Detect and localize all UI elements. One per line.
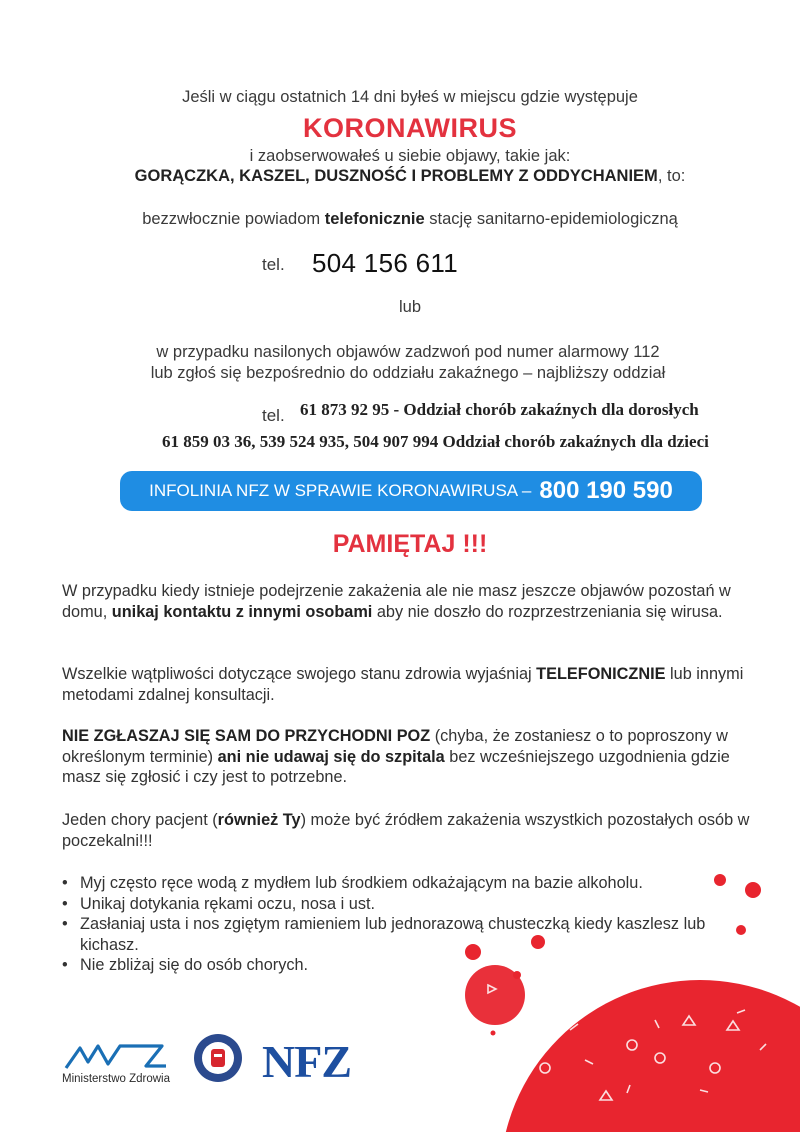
ministerstwo-zdrowia-logo <box>62 1036 182 1096</box>
para2-text-c: lub innymi metodami zdalnej konsultacji. <box>62 665 744 704</box>
observed-text: i zaobserwowałeś u siebie objawy, takie jak: <box>249 147 571 165</box>
nfz-logo: NFZ <box>262 1036 351 1087</box>
intro-text: Jeśli w ciągu ostatnich 14 dni byłeś w miejscu gdzie występuje <box>182 88 638 106</box>
nfz-hotline-banner <box>120 471 702 511</box>
tel-label-adult: tel. <box>262 406 285 425</box>
para4-bold: również Ty <box>217 811 301 829</box>
para4-text-a: Jeden chory pacjent ( <box>62 811 218 829</box>
notify-bold: telefonicznie <box>324 210 425 228</box>
sanepid-seal-icon <box>192 1032 244 1084</box>
symptoms-line <box>0 167 800 186</box>
notify-before: bezzwłocznie powiadom <box>142 210 325 228</box>
hygiene-bullet-list <box>62 873 742 976</box>
list-item: • Nie zbliżaj się do osób chorych. <box>62 955 742 976</box>
list-item: • Unikaj dotykania rękami oczu, nosa i ust. <box>62 894 742 915</box>
tel-label: tel. <box>262 255 285 274</box>
symptoms-suffix: , to: <box>657 167 686 185</box>
para3-text-d: bez wcześniejszego uzgodnienia gdzie masz się zgłosić i czy jest to potrzebne. <box>62 747 730 786</box>
notify-after: stację sanitarno-epidemiologiczną <box>424 210 678 228</box>
sanepid-phone-number: 504 156 611 <box>312 248 458 278</box>
para2-text-a: Wszelkie wątpliwości dotyczące swojego stanu zdrowia wyjaśniaj <box>62 665 537 683</box>
list-item: • Myj często ręce wodą z mydłem lub środkiem odkażającym na bazie alkoholu. <box>62 873 742 894</box>
remember-heading: PAMIĘTAJ !!! <box>332 530 488 558</box>
infectious-ward-text: lub zgłoś się bezpośrednio do oddziału zakaźnego – najbliższy oddział <box>150 364 666 382</box>
paragraph-one-patient <box>62 810 762 851</box>
para4-text-c: ) może być źródłem zakażenia wszystkich pozostałych osób w poczekalni!!! <box>62 811 750 850</box>
para1-bold: unikaj kontaktu z innymi osobami <box>111 602 373 621</box>
symptoms-list: GORĄCZKA, KASZEL, DUSZNOŚĆ I PROBLEMY Z ODDYCHANIEM <box>134 167 658 185</box>
or-text: lub <box>398 298 422 316</box>
hotline-text: INFOLINIA NFZ W SPRAWIE KORONAWIRUSA – <box>149 481 532 500</box>
para3-bold-a: NIE ZGŁASZAJ SIĘ SAM DO PRZYCHODNI POZ <box>62 727 431 745</box>
para1-text-c: aby nie doszło do rozprzestrzeniania się wirusa. <box>372 602 723 621</box>
para3-text-b: (chyba, że zostaniesz o to poproszony w określonym terminie) <box>62 727 728 766</box>
severe-symptoms-text: w przypadku nasilonych objawów zadzwoń pod numer alarmowy 112 <box>156 343 660 361</box>
para1-text-a: W przypadku kiedy istnieje podejrzenie zakażenia ale nie masz jeszcze objawów pozostań w domu, <box>62 582 731 621</box>
paragraph-phone-consult <box>62 664 762 705</box>
paragraph-no-clinic <box>62 726 762 788</box>
mz-label: Ministerstwo Zdrowia <box>62 1073 170 1085</box>
notify-text <box>0 210 800 229</box>
para3-bold-c: ani nie udawaj się do szpitala <box>217 747 445 766</box>
hotline-number: 800 190 590 <box>539 477 673 504</box>
list-item: • Zasłaniaj usta i nos zgiętym ramieniem lub jednorazową chusteczką kiedy kaszlesz lub kichasz. <box>62 914 742 955</box>
headline-koronawirus: KORONAWIRUS <box>303 113 517 143</box>
para2-bold: TELEFONICZNIE <box>536 665 666 683</box>
adult-ward-phone: 61 873 92 95 - Oddział chorób zakaźnych dla dorosłych <box>300 400 699 419</box>
child-ward-phone: 61 859 03 36, 539 524 935, 504 907 994 Oddział chorób zakaźnych dla dzieci <box>162 432 709 451</box>
paragraph-stay-home <box>62 581 762 622</box>
